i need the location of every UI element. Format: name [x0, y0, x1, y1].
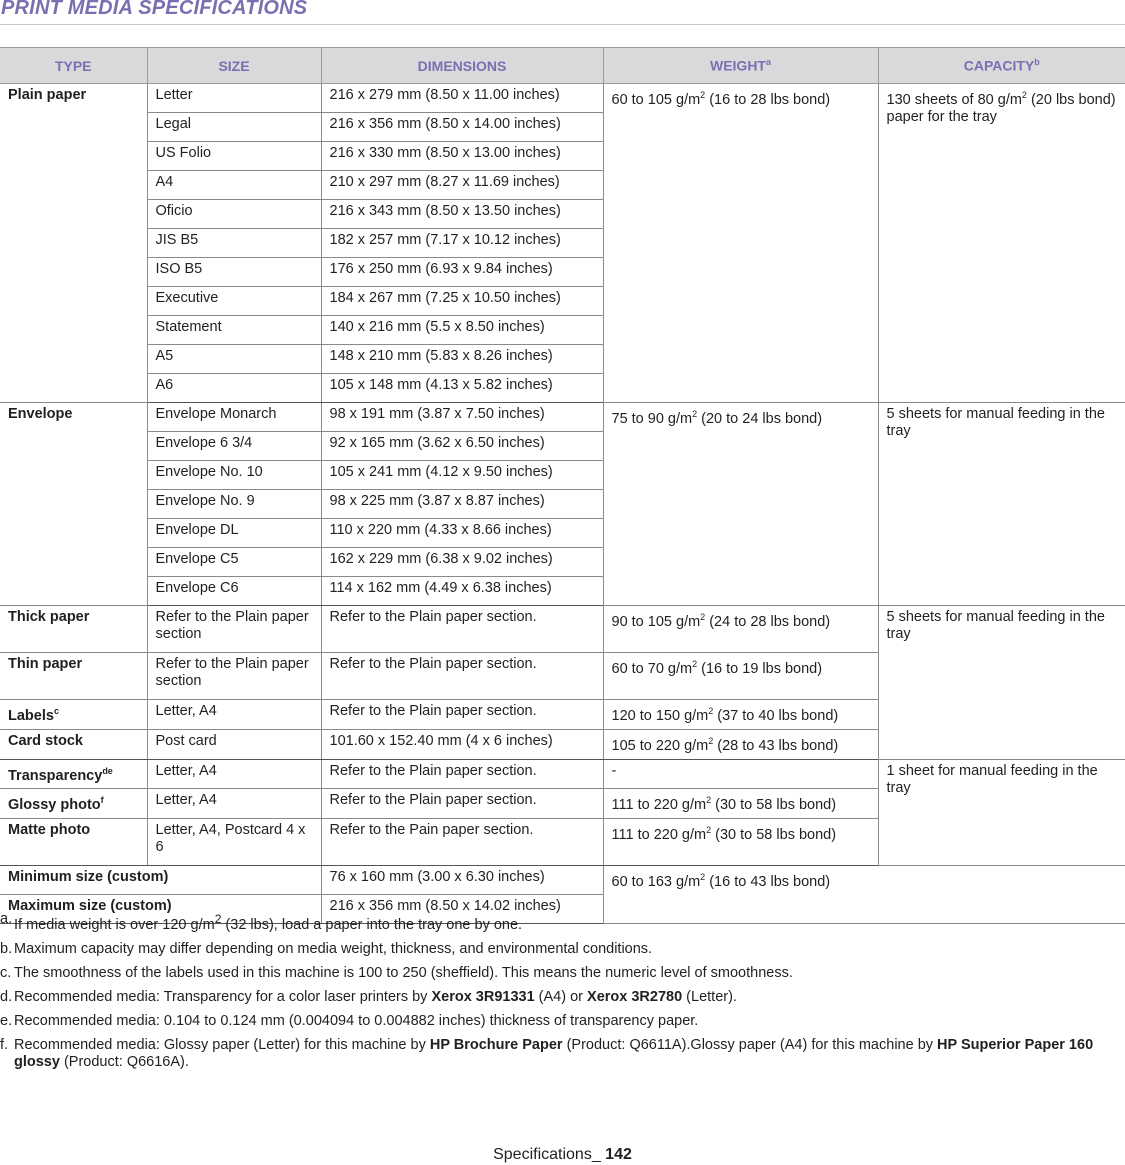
dimensions-cell: 98 x 225 mm (3.87 x 8.87 inches) — [321, 490, 603, 519]
weight-cell: - — [603, 759, 878, 789]
dimensions-cell: 216 x 279 mm (8.50 x 11.00 inches) — [321, 84, 603, 113]
header-dimensions: DIMENSIONS — [321, 48, 603, 84]
footnote-ref: b — [1034, 57, 1040, 68]
header-capacity: CAPACITY$^b$ — [878, 48, 1125, 84]
weight-cell: 90 to 105 $g/m^2$ (24 to 28 lbs bond) — [603, 606, 878, 653]
type-thick-paper: Thick paper — [0, 606, 147, 653]
size-cell: Oficio — [147, 200, 321, 229]
weight-cell: 60 to 105 $g/m^2$ (16 to 28 lbs bond) — [603, 84, 878, 403]
size-cell: Envelope 6 3/4 — [147, 432, 321, 461]
dimensions-cell: 162 x 229 mm (6.38 x 9.02 inches) — [321, 548, 603, 577]
title-divider — [0, 24, 1125, 25]
header-size: SIZE — [147, 48, 321, 84]
weight-cell: 60 to 70 $g/m^2$ (16 to 19 lbs bond) — [603, 653, 878, 700]
dimensions-cell: 216 x 330 mm (8.50 x 13.00 inches) — [321, 142, 603, 171]
dimensions-cell: Refer to the Pain paper section. — [321, 819, 603, 866]
min-size-label: Minimum size (custom) — [0, 866, 321, 895]
table-row — [0, 606, 1125, 653]
header-weight: WEIGHT$^a$ — [603, 48, 878, 84]
dimensions-cell: 184 x 267 mm (7.25 x 10.50 inches) — [321, 287, 603, 316]
weight-cell: 111 to 220 $g/m^2$ (30 to 58 lbs bond) — [603, 789, 878, 819]
size-cell: Envelope C5 — [147, 548, 321, 577]
size-cell: Executive — [147, 287, 321, 316]
size-cell: Refer to the Plain paper section — [147, 606, 321, 653]
footnote-c: c. The smoothness of the labels used in this machine is 100 to 250 (sheffield). This means the numeric level of smoothness. — [0, 964, 793, 981]
dimensions-cell: 76 x 160 mm (3.00 x 6.30 inches) — [321, 866, 603, 895]
size-cell: Legal — [147, 113, 321, 142]
custom-weight-cell: 60 to 163 $g/m^2$ (16 to 43 lbs bond) — [603, 866, 1125, 924]
size-cell: A4 — [147, 171, 321, 200]
size-cell: Letter — [147, 84, 321, 113]
page-title: PRINT MEDIA SPECIFICATIONS — [1, 0, 308, 19]
print-media-table — [0, 47, 1125, 924]
size-cell: Envelope Monarch — [147, 403, 321, 432]
size-cell: JIS B5 — [147, 229, 321, 258]
size-cell: Letter, A4 — [147, 759, 321, 789]
size-cell: ISO B5 — [147, 258, 321, 287]
footnote-f: f. Recommended media: Glossy paper (Letter) for this machine by HP Brochure Paper (Product: Q6611A).Glossy paper (A4) for this machine by HP Superior Paper 160 glossy (Product: Q6616A). — [0, 1036, 1094, 1070]
capacity-cell: 5 sheets for manual feeding in the tray — [878, 606, 1125, 760]
size-cell: US Folio — [147, 142, 321, 171]
type-glossy-photo: Glossy photo$^f$ — [0, 789, 147, 819]
footnote-d: d. Recommended media: Transparency for a color laser printers by Xerox 3R91331 (A4) or Xerox 3R2780 (Letter). — [0, 988, 737, 1005]
dimensions-cell: Refer to the Plain paper section. — [321, 759, 603, 789]
table-header-row — [0, 48, 1125, 84]
dimensions-cell: 110 x 220 mm (4.33 x 8.66 inches) — [321, 519, 603, 548]
header-type: TYPE — [0, 48, 147, 84]
capacity-cell: 130 sheets of 80 $g/m^2$ (20 lbs bond) paper for the tray — [878, 84, 1125, 403]
table-row — [0, 403, 1125, 432]
dimensions-cell: 105 x 148 mm (4.13 x 5.82 inches) — [321, 374, 603, 403]
dimensions-cell: 98 x 191 mm (3.87 x 7.50 inches) — [321, 403, 603, 432]
dimensions-cell: Refer to the Plain paper section. — [321, 700, 603, 730]
dimensions-cell: 182 x 257 mm (7.17 x 10.12 inches) — [321, 229, 603, 258]
dimensions-cell: 176 x 250 mm (6.93 x 9.84 inches) — [321, 258, 603, 287]
type-card-stock: Card stock — [0, 729, 147, 759]
dimensions-cell: 101.60 x 152.40 mm (4 x 6 inches) — [321, 729, 603, 759]
footnote-a: a. If media weight is over 120 $g/m^2$ (32 lbs), load a paper into the tray one by one. — [0, 911, 523, 933]
size-cell: A6 — [147, 374, 321, 403]
size-cell: Envelope No. 10 — [147, 461, 321, 490]
type-matte-photo: Matte photo — [0, 819, 147, 866]
size-cell: Refer to the Plain paper section — [147, 653, 321, 700]
size-cell: Letter, A4 — [147, 700, 321, 730]
size-cell: Envelope DL — [147, 519, 321, 548]
dimensions-cell: 148 x 210 mm (5.83 x 8.26 inches) — [321, 345, 603, 374]
footnote-ref: a — [765, 57, 771, 68]
size-cell: A5 — [147, 345, 321, 374]
dimensions-cell: 216 x 356 mm (8.50 x 14.00 inches) — [321, 113, 603, 142]
weight-cell: 120 to 150 $g/m^2$ (37 to 40 lbs bond) — [603, 700, 878, 730]
weight-cell: 105 to 220 $g/m^2$ (28 to 43 lbs bond) — [603, 729, 878, 759]
max-size-label: Maximum size (custom) — [0, 895, 321, 924]
size-cell: Statement — [147, 316, 321, 345]
capacity-cell: 5 sheets for manual feeding in the tray — [878, 403, 1125, 606]
dimensions-cell: 216 x 356 mm (8.50 x 14.02 inches) — [321, 895, 603, 924]
table-row — [0, 866, 1125, 895]
capacity-cell: 1 sheet for manual feeding in the tray — [878, 759, 1125, 866]
dimensions-cell: Refer to the Plain paper section. — [321, 789, 603, 819]
table-row — [0, 759, 1125, 789]
footnote-b: b. Maximum capacity may differ depending on media weight, thickness, and environmental conditions. — [0, 940, 653, 957]
dimensions-cell: Refer to the Plain paper section. — [321, 653, 603, 700]
dimensions-cell: Refer to the Plain paper section. — [321, 606, 603, 653]
table-row — [0, 84, 1125, 113]
type-labels: Labels$^c$ — [0, 700, 147, 730]
type-plain-paper: Plain paper — [0, 84, 147, 403]
dimensions-cell: 210 x 297 mm (8.27 x 11.69 inches) — [321, 171, 603, 200]
dimensions-cell: 140 x 216 mm (5.5 x 8.50 inches) — [321, 316, 603, 345]
type-transparency: Transparency$^{de}$ — [0, 759, 147, 789]
size-cell: Post card — [147, 729, 321, 759]
type-envelope: Envelope — [0, 403, 147, 606]
size-cell: Letter, A4, Postcard 4 x 6 — [147, 819, 321, 866]
page-footer: Specifications_ 142 — [493, 1146, 632, 1163]
footnote-e: e. Recommended media: 0.104 to 0.124 mm (0.004094 to 0.004882 inches) thickness of transparency paper. — [0, 1012, 699, 1029]
dimensions-cell: 105 x 241 mm (4.12 x 9.50 inches) — [321, 461, 603, 490]
type-thin-paper: Thin paper — [0, 653, 147, 700]
footnotes — [0, 911, 1115, 1078]
size-cell: Envelope No. 9 — [147, 490, 321, 519]
dimensions-cell: 216 x 343 mm (8.50 x 13.50 inches) — [321, 200, 603, 229]
weight-cell: 111 to 220 $g/m^2$ (30 to 58 lbs bond) — [603, 819, 878, 866]
dimensions-cell: 92 x 165 mm (3.62 x 6.50 inches) — [321, 432, 603, 461]
dimensions-cell: 114 x 162 mm (4.49 x 6.38 inches) — [321, 577, 603, 606]
weight-cell: 75 to 90 $g/m^2$ (20 to 24 lbs bond) — [603, 403, 878, 606]
size-cell: Envelope C6 — [147, 577, 321, 606]
page-number: 142 — [605, 1146, 632, 1163]
size-cell: Letter, A4 — [147, 789, 321, 819]
